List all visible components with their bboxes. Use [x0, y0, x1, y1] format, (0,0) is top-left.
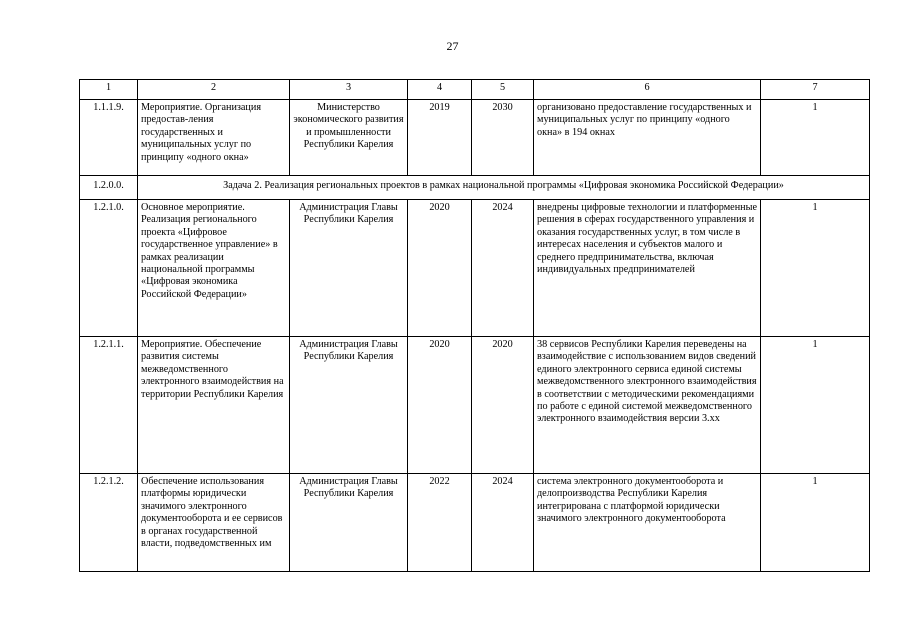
indicator-link: 1 [761, 474, 870, 572]
row-number: 1.2.1.2. [80, 474, 138, 572]
table-header-row [80, 80, 870, 100]
indicator-link: 1 [761, 100, 870, 176]
program-activities-table [79, 79, 870, 572]
indicator-link: 1 [761, 200, 870, 337]
executor: Министерство экономического развития и промышленности Республики Карелия [290, 100, 408, 176]
end-year: 2020 [472, 337, 534, 474]
expected-result: система электронного документооборота и делопроизводства Республики Карелия интегрирована с платформой юридически значимого электронного документооборота [534, 474, 761, 572]
executor: Администрация Главы Республики Карелия [290, 337, 408, 474]
activity-name: Мероприятие. Обеспечение развития системы межведомственного электронного взаимодействия на территории Республики Карелия [138, 337, 290, 474]
expected-result: 38 сервисов Республики Карелия переведены на взаимодействие с использованием видов сведений единого электронного сервиса единой системы межведомственного электронного взаимодействия в соответствии с методическими рекомендациями по работе с единой системой межведомственного электронного взаимодействия версии 3.хх [534, 337, 761, 474]
column-header: 5 [472, 80, 534, 100]
column-header: 2 [138, 80, 290, 100]
activity-name: Обеспечение использования платформы юридически значимого электронного документооборота и ее сервисов в органах государственной власти, подведомственных им [138, 474, 290, 572]
column-header: 6 [534, 80, 761, 100]
table-row [80, 200, 870, 337]
end-year: 2024 [472, 200, 534, 337]
column-header: 1 [80, 80, 138, 100]
indicator-link: 1 [761, 337, 870, 474]
table-row [80, 100, 870, 176]
column-header: 4 [408, 80, 472, 100]
task-row [80, 176, 870, 200]
row-number: 1.1.1.9. [80, 100, 138, 176]
executor: Администрация Главы Республики Карелия [290, 200, 408, 337]
start-year: 2020 [408, 200, 472, 337]
column-header: 7 [761, 80, 870, 100]
activity-name: Основное мероприятие. Реализация регионального проекта «Цифровое государственное управление» в рамках реализации национальной программы «Цифровая экономика Российской Федерации» [138, 200, 290, 337]
table-row [80, 337, 870, 474]
row-number: 1.2.1.1. [80, 337, 138, 474]
row-number: 1.2.1.0. [80, 200, 138, 337]
end-year: 2030 [472, 100, 534, 176]
column-header: 3 [290, 80, 408, 100]
expected-result: внедрены цифровые технологии и платформенные решения в сферах государственного управления и оказания государственных услуг, в том числе в интересах населения и субъектов малого и среднего предпринимательства, включая индивидуальных предпринимателей [534, 200, 761, 337]
executor: Администрация Главы Республики Карелия [290, 474, 408, 572]
end-year: 2024 [472, 474, 534, 572]
page-number: 27 [446, 39, 459, 53]
task-title: Задача 2. Реализация региональных проектов в рамках национальной программы «Цифровая экономика Российской Федерации» [138, 176, 870, 200]
row-number: 1.2.0.0. [80, 176, 138, 200]
start-year: 2019 [408, 100, 472, 176]
activity-name: Мероприятие. Организация предостав-ления государственных и муниципальных услуг по принципу «одного окна» [138, 100, 290, 176]
start-year: 2022 [408, 474, 472, 572]
start-year: 2020 [408, 337, 472, 474]
table-row [80, 474, 870, 572]
expected-result: организовано предоставление государственных и муниципальных услуг по принципу «одного окна» в 194 окнах [534, 100, 761, 176]
